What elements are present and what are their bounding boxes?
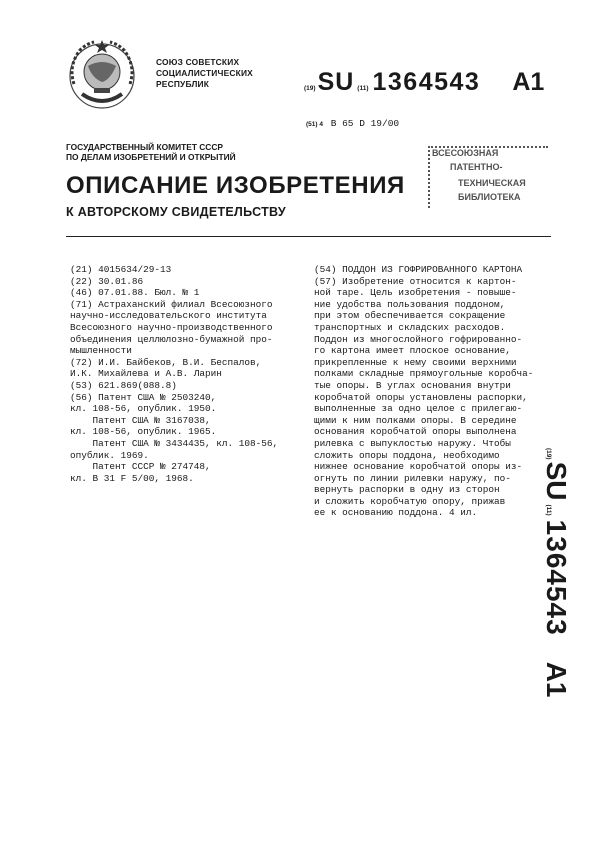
- biblio-line: (56) Патент США № 2503240,: [70, 391, 217, 403]
- divider: [66, 236, 551, 237]
- inid-code-19: (19): [304, 85, 316, 92]
- biblio-line: (72) И.И. Байбеков, В.И. Беспалов,: [70, 356, 262, 368]
- abstract-line: и сложить коробчатую опору, прижав: [314, 495, 506, 507]
- abstract-line: (57) Изобретение относится к картон-: [314, 275, 517, 287]
- abstract-line: рилевка с выпуклостью наружу. Чтобы: [314, 437, 511, 449]
- biblio-line: (53) 621.869(088.8): [70, 379, 177, 391]
- inid-code-11: (11): [545, 504, 552, 516]
- abstract-line: коробчатой опоры установлены распорки,: [314, 391, 528, 403]
- document-title: ОПИСАНИЕ ИЗОБРЕТЕНИЯ: [66, 172, 405, 199]
- committee-line: ГОСУДАРСТВЕННЫЙ КОМИТЕТ СССР: [66, 142, 223, 152]
- patent-number: 1364543: [541, 519, 572, 636]
- invention-title: (54) ПОДДОН ИЗ ГОФРИРОВАННОГО КАРТОНА: [314, 264, 523, 275]
- document-subtitle: К АВТОРСКОМУ СВИДЕТЕЛЬСТВУ: [66, 205, 286, 219]
- biblio-line: мышленности: [70, 345, 132, 357]
- biblio-line: научно-исследовательского института: [70, 310, 267, 322]
- abstract-line: ние удобства пользования поддоном,: [314, 298, 506, 310]
- country-code: SU: [317, 68, 355, 96]
- vertical-document-number: [536, 448, 572, 718]
- biblio-line: (71) Астраханский филиал Всесоюзного: [70, 298, 273, 310]
- committee-name: [66, 142, 236, 162]
- document-number: [304, 68, 544, 102]
- abstract: [314, 264, 548, 519]
- biblio-line: объединения целлюлозно-бумажной про-: [70, 333, 273, 345]
- inid-code-19: (19): [545, 448, 552, 460]
- ipc-classification: [306, 118, 399, 129]
- abstract-line: вернуть распорки в одну из сторон: [314, 484, 500, 496]
- stamp-line: ВСЕСОЮЗНАЯ: [432, 148, 499, 158]
- abstract-line: основания коробчатой опоры выполнена: [314, 426, 517, 438]
- ipc-code: B 65 D 19/00: [330, 118, 400, 129]
- country-code: SU: [541, 461, 572, 501]
- abstract-line: при этом обеспечивается сокращение: [314, 310, 506, 322]
- inid-code-51: (51) 4: [306, 121, 323, 128]
- stamp-line: БИБЛИОТЕКА: [458, 192, 521, 202]
- abstract-line: нижнее основание коробчатой опоры из-: [314, 461, 523, 473]
- biblio-line: опублик. 1969.: [70, 449, 149, 461]
- biblio-line: кл. B 31 F 5/00, 1968.: [70, 472, 194, 484]
- biblio-line: И.К. Михайлева и А.В. Ларин: [70, 368, 222, 380]
- abstract-line: ее к основанию поддона. 4 ил.: [314, 507, 478, 519]
- committee-line: ПО ДЕЛАМ ИЗОБРЕТЕНИЙ И ОТКРЫТИЙ: [66, 152, 236, 162]
- biblio-line: кл. 108-56, опублик. 1965.: [70, 426, 217, 438]
- country-line: СОЮЗ СОВЕТСКИХ: [156, 57, 240, 67]
- library-stamp: [424, 140, 550, 212]
- abstract-line: Поддон из многослойного гофрированно-: [314, 333, 523, 345]
- abstract-line: огнуть по линии рилевки наружу, по-: [314, 472, 511, 484]
- biblio-line: (21) 4015634/29-13: [70, 264, 172, 275]
- country-line: СОЦИАЛИСТИЧЕСКИХ: [156, 68, 253, 78]
- abstract-line: сложить опоры поддона, необходимо: [314, 449, 500, 461]
- abstract-line: прикрепленные к нему своими верхними: [314, 356, 517, 368]
- bibliographic-data: [70, 264, 302, 484]
- biblio-line: Всесоюзного научно-производственного: [70, 321, 273, 333]
- abstract-line: тые опоры. В углах основания внутри: [314, 379, 511, 391]
- stamp-line: ПАТЕНТНО-: [450, 162, 503, 172]
- biblio-line: кл. 108-56, опублик. 1950.: [70, 403, 217, 415]
- abstract-line: полками складные прямоугольные коробча-: [314, 368, 534, 380]
- abstract-line: ной таре. Цель изобретения - повыше-: [314, 287, 517, 299]
- biblio-line: (46) 07.01.88. Бюл. № 1: [70, 287, 200, 299]
- kind-code: A1: [541, 661, 572, 698]
- biblio-line: Патент СССР № 274748,: [70, 461, 211, 473]
- stamp-line: ТЕХНИЧЕСКАЯ: [458, 178, 526, 188]
- abstract-line: щими к ним полками опоры. В середине: [314, 414, 517, 426]
- country-name: [156, 57, 253, 90]
- patent-number: 1364543: [372, 68, 481, 96]
- biblio-line: Патент США № 3434435, кл. 108-56,: [70, 437, 279, 449]
- country-line: РЕСПУБЛИК: [156, 79, 210, 89]
- abstract-line: выполненные за одно целое с прилегаю-: [314, 403, 523, 415]
- biblio-line: (22) 30.01.86: [70, 275, 144, 287]
- ussr-emblem-icon: [64, 36, 140, 112]
- kind-code: A1: [512, 68, 545, 96]
- abstract-line: транспортных и складских расходов.: [314, 321, 506, 333]
- biblio-line: Патент США № 3167038,: [70, 414, 211, 426]
- abstract-line: го картона имеет плоское основание,: [314, 345, 511, 357]
- inid-code-11: (11): [357, 85, 369, 92]
